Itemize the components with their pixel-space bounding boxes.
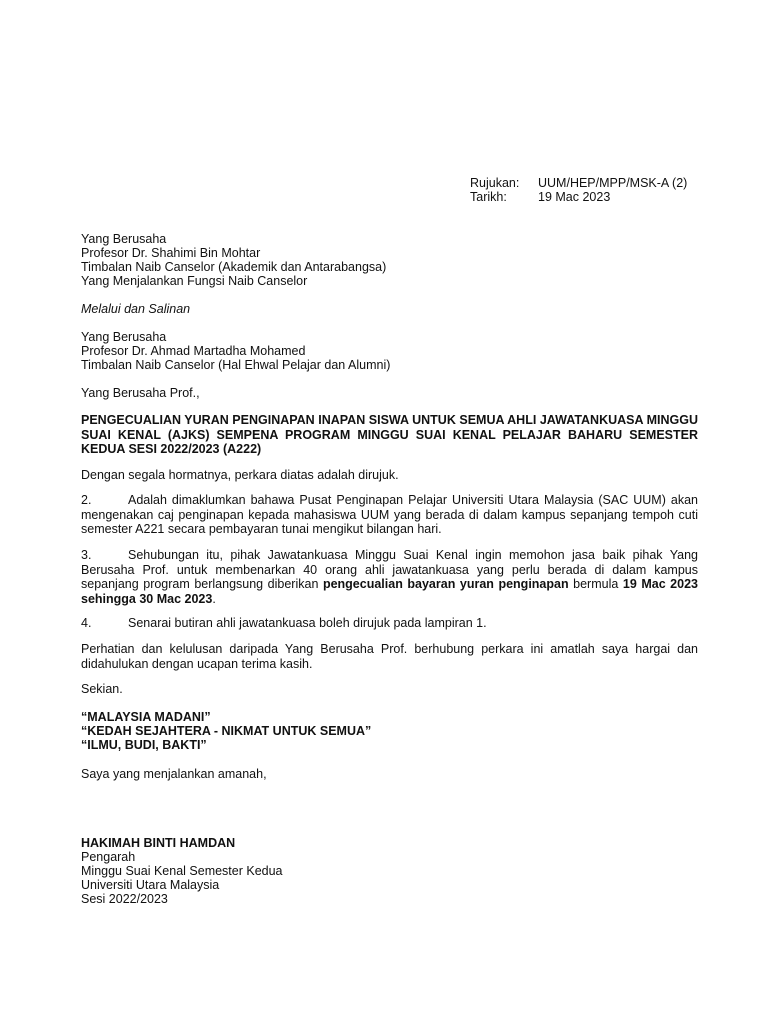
date-label: Tarikh: bbox=[470, 190, 507, 204]
signatory-institution: Universiti Utara Malaysia bbox=[81, 878, 220, 892]
paragraph-text: Sehubungan itu, pihak Jawatankuasa Minggu Suai Kenal ingin memohon jasa baik pihak Yang Berusaha Prof. untuk membenarkan 40 orang ahli jawatankuasa yang perlu berada di dalam kampus sepanjang program berlangsung diberikan bbox=[81, 548, 698, 591]
recipient-salutation: Yang Berusaha bbox=[81, 232, 167, 246]
sign-off: Sekian. bbox=[81, 682, 123, 696]
paragraph-text: . bbox=[212, 591, 216, 606]
cc-name: Profesor Dr. Ahmad Martadha Mohamed bbox=[81, 344, 306, 358]
reference-label: Rujukan: bbox=[470, 176, 520, 190]
signatory-name: HAKIMAH BINTI HAMDAN bbox=[81, 836, 236, 850]
recipient-name: Profesor Dr. Shahimi Bin Mohtar bbox=[81, 246, 261, 260]
cc-salutation: Yang Berusaha bbox=[81, 330, 167, 344]
paragraph-number: 3. bbox=[81, 548, 92, 562]
paragraph-text: Adalah dimaklumkan bahawa Pusat Penginapan Pelajar Universiti Utara Malaysia (SAC UUM) akan mengenakan caj penginapan kepada mahasiswa UUM yang berada di dalam kampus sepanjang tempoh cuti semester A221 secara pembayaran tunai mengikut bilangan hari. bbox=[81, 493, 698, 536]
paragraph-2 bbox=[81, 493, 698, 537]
date-value: 19 Mac 2023 bbox=[538, 190, 611, 204]
trust-line: Saya yang menjalankan amanah, bbox=[81, 767, 267, 781]
slogan: “KEDAH SEJAHTERA - NIKMAT UNTUK SEMUA” bbox=[81, 724, 372, 738]
slogan: “MALAYSIA MADANI” bbox=[81, 710, 211, 724]
signatory-program: Minggu Suai Kenal Semester Kedua bbox=[81, 864, 283, 878]
paragraph-text: Senarai butiran ahli jawatankuasa boleh dirujuk pada lampiran 1. bbox=[128, 616, 487, 630]
slogan: “ILMU, BUDI, BAKTI” bbox=[81, 738, 207, 752]
reference-row bbox=[0, 176, 520, 190]
date-range-highlight: 19 Mac 2023 sehingga 30 Mac 2023 bbox=[81, 577, 698, 606]
signatory-position: Pengarah bbox=[81, 850, 136, 864]
cc-title: Timbalan Naib Canselor (Hal Ehwal Pelajar dan Alumni) bbox=[81, 358, 391, 372]
recipient-title: Timbalan Naib Canselor (Akademik dan Antarabangsa) bbox=[81, 260, 387, 274]
paragraph-text: bermula bbox=[568, 577, 623, 591]
greeting: Yang Berusaha Prof., bbox=[81, 386, 200, 400]
closing-paragraph: Perhatian dan kelulusan daripada Yang Berusaha Prof. berhubung perkara ini amatlah saya hargai dan didahulukan dengan ucapan terima kasih. bbox=[81, 642, 698, 671]
opening-line: Dengan segala hormatnya, perkara diatas adalah dirujuk. bbox=[81, 468, 399, 482]
paragraph-4 bbox=[81, 616, 487, 630]
fee-exemption-highlight: pengecualian bayaran yuran penginapan bbox=[322, 577, 569, 591]
paragraph-number: 4. bbox=[81, 616, 92, 630]
recipient-role: Yang Menjalankan Fungsi Naib Canselor bbox=[81, 274, 308, 288]
reference-value: UUM/HEP/MPP/MSK-A (2) bbox=[538, 176, 688, 190]
via-label: Melalui dan Salinan bbox=[81, 302, 191, 316]
paragraph-number: 2. bbox=[81, 493, 92, 507]
subject-heading: PENGECUALIAN YURAN PENGINAPAN INAPAN SISWA UNTUK SEMUA AHLI JAWATANKUASA MINGGU SUAI KENAL (AJKS) SEMPENA PROGRAM MINGGU SUAI KENAL PELAJAR BAHARU SEMESTER KEDUA SESI 2022/2023 (A222) bbox=[81, 413, 698, 456]
signatory-session: Sesi 2022/2023 bbox=[81, 892, 168, 906]
paragraph-3 bbox=[81, 548, 698, 606]
